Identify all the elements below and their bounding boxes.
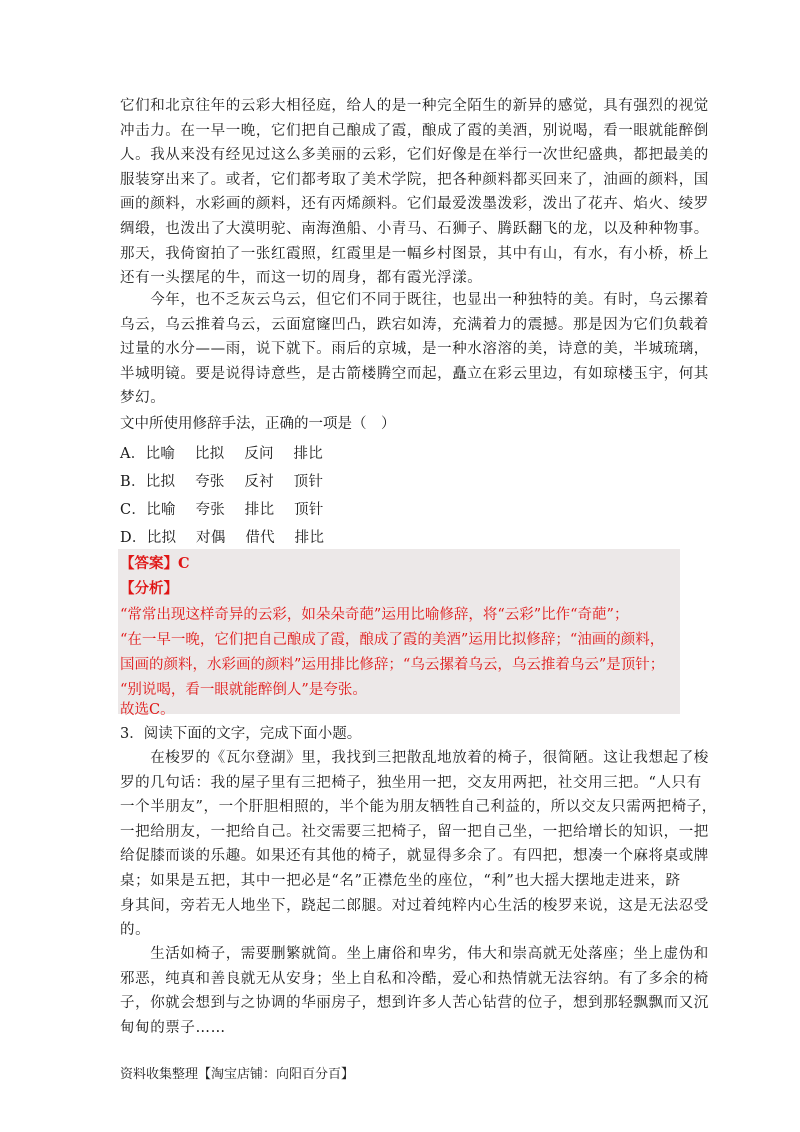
passage1-paragraph1 bbox=[120, 94, 709, 291]
option-c: C．比喻 夸张 排比 顶针 bbox=[120, 502, 324, 518]
analysis-label: 【分析】 bbox=[120, 580, 178, 597]
text-line: 梦幻。 bbox=[120, 390, 166, 407]
text-line: 半城明镜。要是说得诗意些，是古箭楼腾空而起，矗立在彩云里边，有如琼楼玉宇，何其 bbox=[120, 365, 709, 382]
text-line: 人。我从来没有经见过这么多美丽的云彩，它们好像是在举行一次世纪盛典，都把最美的 bbox=[120, 147, 709, 164]
analysis-line: “别说喝，看一眼就能醉倒人”是夸张。 bbox=[120, 682, 367, 698]
passage1-paragraph2 bbox=[120, 288, 709, 411]
section3-paragraph1 bbox=[120, 746, 717, 943]
text-line: 乌云，乌云推着乌云，云面窟窿凹凸，跌宕如涛，充满着力的震撼。那是因为它们负载着 bbox=[120, 316, 709, 333]
text-line: 还有一头摆尾的牛，而这一切的周身，都有霞光浮漾。 bbox=[120, 270, 483, 287]
answer-label: 【答案】C bbox=[120, 555, 190, 572]
section3-paragraph2 bbox=[120, 942, 709, 1040]
section-title: 3．阅读下面的文字，完成下面小题。 bbox=[120, 726, 362, 742]
text-line: 一把给朋友，一把给自己。社交需要三把椅子，留一把自己坐，一把给增长的知识，一把 bbox=[120, 823, 709, 840]
text-line: 它们和北京往年的云彩大相径庭，给人的是一种完全陌生的新异的感觉，具有强烈的视觉 bbox=[120, 98, 709, 114]
text-line: 甸甸的票子…… bbox=[120, 1019, 226, 1036]
text-line: 过量的水分——雨，说下就下。雨后的京城，是一种水溶溶的美，诗意的美，半城琉璃， bbox=[120, 341, 709, 358]
text-line: 桌；如果是五把，其中一把必是“名”正襟危坐的座位，“利”也大摇大摆地走进来，跻 bbox=[120, 872, 681, 889]
page-footer: 资料收集整理【淘宝店铺：向阳百分百】 bbox=[120, 1067, 355, 1082]
text-line: 给促膝而谈的乐趣。如果还有其他的椅子，就显得多余了。有四把，想凑一个麻将桌或牌 bbox=[120, 848, 709, 865]
text-line: 服装穿出来了。或者，它们都考取了美术学院，把各种颜料都买回来了，油画的颜料，国 bbox=[120, 171, 709, 188]
analysis-conclusion: 故选C。 bbox=[120, 702, 175, 718]
text-line: 画的颜料，水彩画的颜料，还有丙烯颜料。它们最爱泼墨泼彩，泼出了花卉、焰火、绫罗 bbox=[120, 196, 709, 213]
text-line: 的。 bbox=[120, 922, 151, 939]
text-line: 一个半朋友”，一个肝胆相照的，半个能为朋友牺牲自己利益的，所以交友只需两把椅子， bbox=[120, 799, 717, 816]
text-line: 子，你就会想到与之协调的华丽房子，想到许多人苦心钻营的位子，想到那轻飘飘而又沉 bbox=[120, 995, 709, 1012]
text-line: 罗的几句话：我的屋子里有三把椅子，独坐用一把，交友用两把，社交用三把。“人只有 bbox=[120, 774, 702, 791]
option-a: A．比喻 比拟 反问 排比 bbox=[120, 446, 324, 462]
question-stem: 文中所使用修辞手法，正确的一项是（ ） bbox=[120, 416, 396, 432]
text-line: 那天，我倚窗拍了一张红霞照，红霞里是一幅乡村图景，其中有山，有水，有小桥，桥上 bbox=[120, 245, 709, 262]
text-line: 今年，也不乏灰云乌云，但它们不同于既往，也显出一种独特的美。有时，乌云摞着 bbox=[120, 292, 709, 308]
text-line: 身其间，旁若无人地坐下，跷起二郎腿。对过着纯粹内心生活的梭罗来说，这是无法忍受 bbox=[120, 897, 709, 914]
analysis-line: 国画的颜料，水彩画的颜料”运用排比修辞；“乌云摞着乌云，乌云推着乌云”是顶针； bbox=[120, 657, 665, 673]
text-line: 绸缎，也泼出了大漠明驼、南海渔船、小青马、石狮子、腾跃翻飞的龙，以及种种物事。 bbox=[120, 220, 709, 237]
option-b: B．比拟 夸张 反衬 顶针 bbox=[120, 474, 324, 490]
analysis-line: “常常出现这样奇异的云彩，如朵朵奇葩”运用比喻修辞，将“云彩”比作“奇葩”； bbox=[120, 607, 629, 623]
analysis-line: “在一早一晚，它们把自己酿成了霞，酿成了霞的美酒”运用比拟修辞；“油画的颜料， bbox=[120, 632, 665, 648]
text-line: 冲击力。在一早一晚，它们把自己酿成了霞，酿成了霞的美酒，别说喝，看一眼就能醉倒 bbox=[120, 122, 709, 139]
text-line: 邪恶，纯真和善良就无从安身；坐上自私和冷酷，爱心和热情就无法容纳。有了多余的椅 bbox=[120, 970, 709, 987]
text-line: 在梭罗的《瓦尔登湖》里，我找到三把散乱地放着的椅子，很简陋。这让我想起了梭 bbox=[120, 750, 709, 766]
option-d: D．比拟 对偶 借代 排比 bbox=[120, 530, 325, 546]
text-line: 生活如椅子，需要删繁就简。坐上庸俗和卑劣，伟大和崇高就无处落座；坐上虚伪和 bbox=[120, 946, 709, 962]
